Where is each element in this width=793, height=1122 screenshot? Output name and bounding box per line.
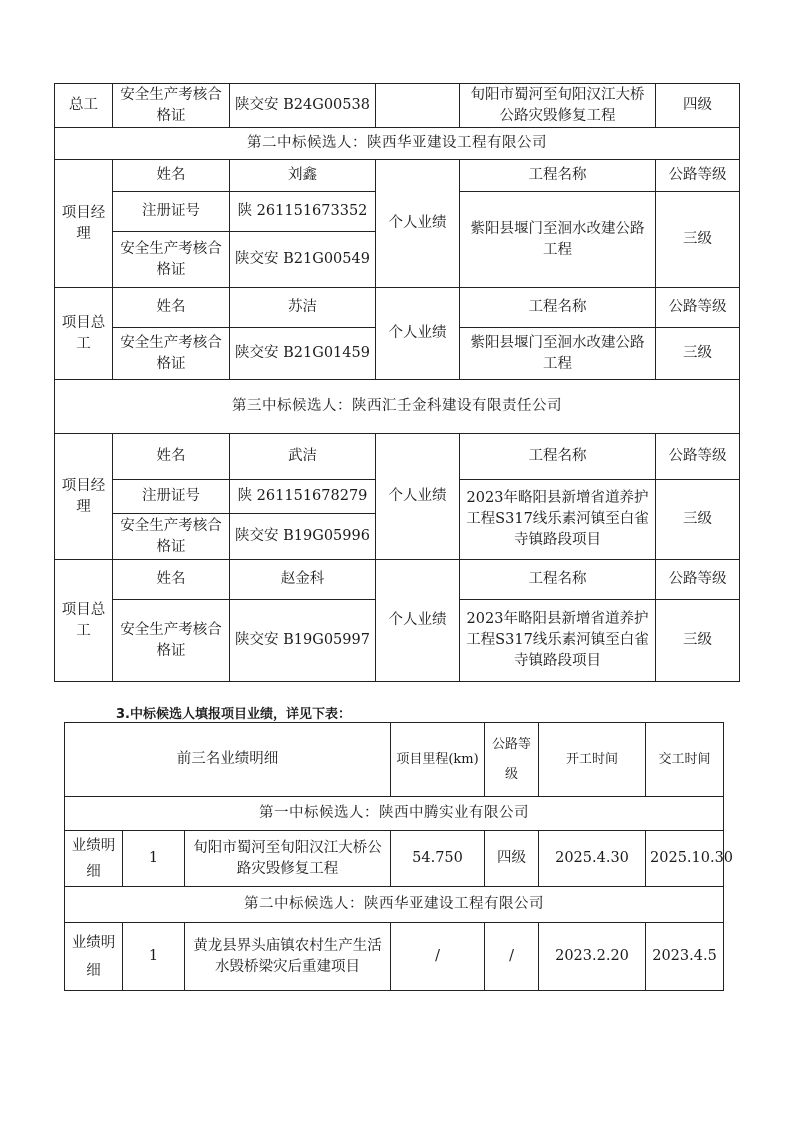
- row-number: 1: [123, 923, 185, 991]
- mileage-value: 54.750: [391, 831, 485, 887]
- cert-value: 陕交安 B19G05996: [230, 514, 376, 560]
- pm-role-cell: 项目经理: [55, 434, 113, 560]
- perf-label: 个人业绩: [376, 160, 460, 288]
- grade-header: 公路等级: [485, 723, 539, 797]
- candidate-2-title: 第二中标候选人：陕西华亚建设工程有限公司: [65, 887, 724, 923]
- name-value: 赵金科: [230, 560, 376, 600]
- pm-role-cell: 项目经理: [55, 160, 113, 288]
- project-name-cell: 旬阳市蜀河至旬阳汉江大桥公路灾毁修复工程: [460, 84, 656, 128]
- cert-label: 安全生产考核合格证: [113, 328, 230, 380]
- empty-cell: [376, 84, 460, 128]
- name-value: 武洁: [230, 434, 376, 480]
- grade-header: 公路等级: [656, 160, 740, 192]
- grade-value: /: [485, 923, 539, 991]
- reg-label: 注册证号: [113, 480, 230, 514]
- road-grade-cell: 三级: [656, 328, 740, 380]
- project-name-cell: 黄龙县界头庙镇农村生产生活水毁桥梁灾后重建项目: [185, 923, 391, 991]
- project-name-cell: 2023年略阳县新增省道养护工程S317线乐素河镇至白雀寺镇路段项目: [460, 480, 656, 560]
- perf-label: 业绩明细: [65, 831, 123, 887]
- section-3-note: 3.中标候选人填报项目业绩，详见下表：: [116, 707, 351, 722]
- road-grade-cell: 四级: [656, 84, 740, 128]
- reg-value: 陕 261151673352: [230, 192, 376, 232]
- name-value: 苏洁: [230, 288, 376, 328]
- candidate-2-title: 第二中标候选人：陕西华亚建设工程有限公司: [55, 128, 740, 160]
- name-label: 姓名: [113, 560, 230, 600]
- mileage-value: /: [391, 923, 485, 991]
- perf-label: 业绩明细: [65, 923, 123, 991]
- project-header: 工程名称: [460, 434, 656, 480]
- road-grade-cell: 三级: [656, 480, 740, 560]
- end-header: 交工时间: [646, 723, 724, 797]
- role-cell: 总工: [55, 84, 113, 128]
- te-role-cell: 项目总工: [55, 288, 113, 380]
- cert-value: 陕交安 B21G00549: [230, 232, 376, 288]
- cert-value-cell: 陕交安 B24G00538: [230, 84, 376, 128]
- start-date: 2023.2.20: [539, 923, 646, 991]
- project-header: 工程名称: [460, 160, 656, 192]
- grade-header: 公路等级: [656, 288, 740, 328]
- reg-value: 陕 261151678279: [230, 480, 376, 514]
- performance-table: [64, 722, 734, 991]
- grade-header: 公路等级: [656, 560, 740, 600]
- perf-label: 个人业绩: [376, 560, 460, 682]
- cert-value: 陕交安 B21G01459: [230, 328, 376, 380]
- project-name-cell: 2023年略阳县新增省道养护工程S317线乐素河镇至白雀寺镇路段项目: [460, 600, 656, 682]
- end-date: 2025.10.30: [646, 831, 724, 887]
- top-row: [55, 84, 740, 128]
- project-header: 工程名称: [460, 560, 656, 600]
- project-name-cell: 紫阳县堰门至洄水改建公路工程: [460, 192, 656, 288]
- cert-label: 安全生产考核合格证: [113, 232, 230, 288]
- cert-label: 安全生产考核合格证: [113, 514, 230, 560]
- reg-label: 注册证号: [113, 192, 230, 232]
- candidate-3-title: 第三中标候选人：陕西汇壬金科建设有限责任公司: [55, 380, 740, 434]
- cert-label: 安全生产考核合格证: [113, 600, 230, 682]
- perf-label: 个人业绩: [376, 434, 460, 560]
- cert-label-cell: 安全生产考核合格证: [113, 84, 230, 128]
- name-value: 刘鑫: [230, 160, 376, 192]
- start-date: 2025.4.30: [539, 831, 646, 887]
- name-label: 姓名: [113, 288, 230, 328]
- grade-value: 四级: [485, 831, 539, 887]
- project-name-cell: 紫阳县堰门至洄水改建公路工程: [460, 328, 656, 380]
- name-label: 姓名: [113, 160, 230, 192]
- project-header: 工程名称: [460, 288, 656, 328]
- project-name-cell: 旬阳市蜀河至旬阳汉江大桥公路灾毁修复工程: [185, 831, 391, 887]
- candidate-1-title: 第一中标候选人：陕西中腾实业有限公司: [65, 797, 724, 831]
- cert-value: 陕交安 B19G05997: [230, 600, 376, 682]
- grade-header: 公路等级: [656, 434, 740, 480]
- perf-label: 个人业绩: [376, 288, 460, 380]
- road-grade-cell: 三级: [656, 600, 740, 682]
- row-number: 1: [123, 831, 185, 887]
- road-grade-cell: 三级: [656, 192, 740, 288]
- start-header: 开工时间: [539, 723, 646, 797]
- te-role-cell: 项目总工: [55, 560, 113, 682]
- personnel-table: [54, 83, 740, 682]
- name-label: 姓名: [113, 434, 230, 480]
- end-date: 2023.4.5: [646, 923, 724, 991]
- detail-header: 前三名业绩明细: [65, 723, 391, 797]
- mileage-header: 项目里程(km): [391, 723, 485, 797]
